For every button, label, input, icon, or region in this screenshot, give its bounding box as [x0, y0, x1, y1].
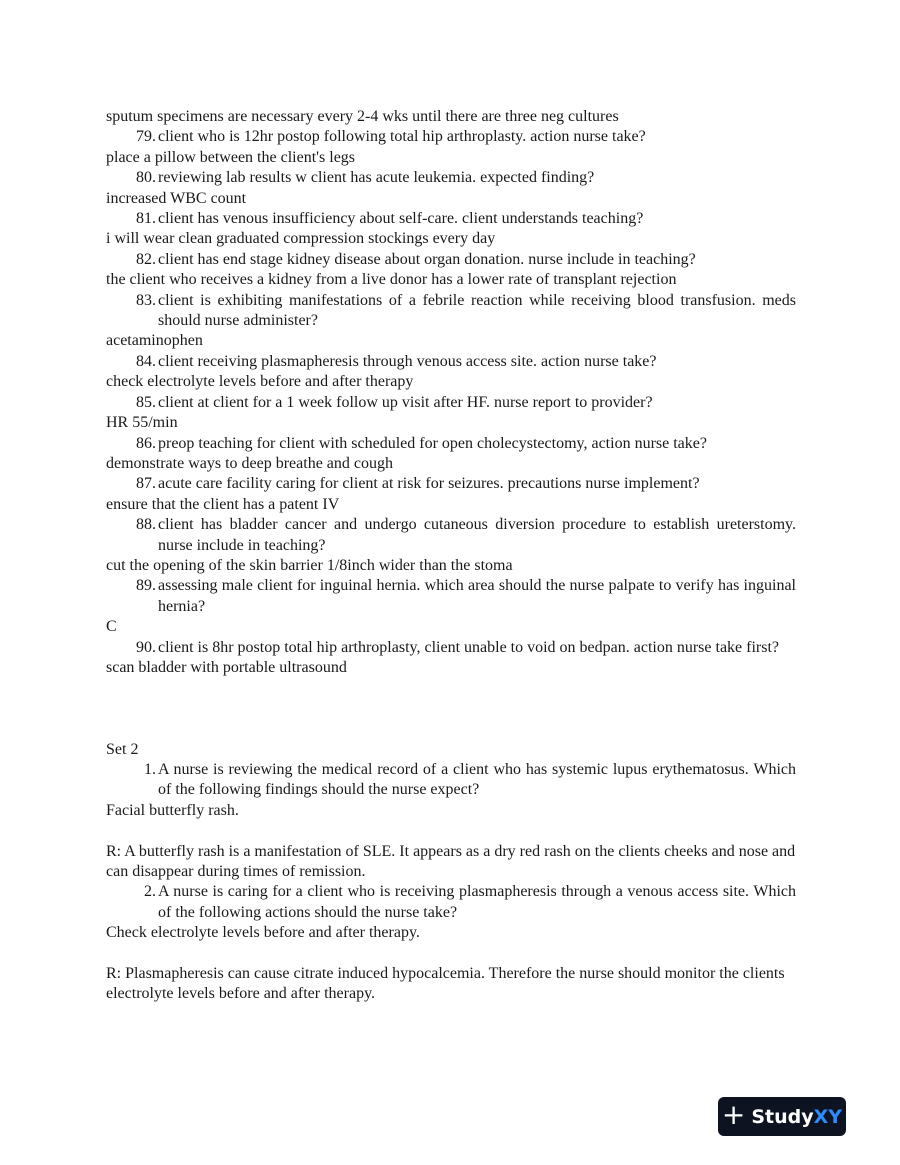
answer-text: cut the opening of the skin barrier 1/8inch wider than the stoma [106, 556, 513, 574]
question-number: 83. [136, 291, 156, 309]
question-item [106, 882, 796, 923]
question-number: 87. [136, 475, 156, 493]
question-text: client who is 12hr postop following total hip arthroplasty. action nurse take? [158, 128, 646, 146]
question-number: 84. [136, 352, 156, 370]
question-text: client is exhibiting manifestations of a febrile reaction while receiving blood transfusion. meds should nurse administer? [158, 291, 796, 330]
question-item [106, 209, 796, 229]
question-item [106, 434, 796, 454]
question-item [106, 760, 796, 801]
question-number: 86. [136, 434, 156, 452]
question-item [106, 393, 796, 413]
question-text: A nurse is reviewing the medical record of a client who has systemic lupus erythematosus. Which of the following findings should the nurse expect? [158, 760, 796, 799]
answer-text: acetaminophen [106, 332, 203, 350]
answer-text: increased WBC count [106, 189, 247, 207]
question-number: 88. [136, 516, 156, 534]
question-item [106, 638, 796, 658]
paragraph-spacer [106, 821, 796, 841]
answer-text: C [106, 618, 117, 636]
question-number: 89. [136, 577, 156, 595]
question-number: 79. [136, 128, 156, 146]
answer-text: the client who receives a kidney from a live donor has a lower rate of transplant rejection [106, 271, 677, 289]
question-number: 80. [136, 169, 156, 187]
paragraph-spacer [106, 944, 796, 964]
question-text: client is 8hr postop total hip arthroplasty, client unable to void on bedpan. action nurse take first? [158, 638, 780, 656]
question-item [106, 474, 796, 494]
answer-text: ensure that the client has a patent IV [106, 495, 340, 513]
question-text: client at client for a 1 week follow up visit after HF. nurse report to provider? [158, 393, 653, 411]
section-heading: Set 2 [106, 740, 139, 758]
document-body [106, 107, 796, 1005]
question-item [106, 352, 796, 372]
question-item [106, 515, 796, 556]
answer-text: Check electrolyte levels before and after therapy. [106, 924, 420, 942]
question-item [106, 127, 796, 147]
question-item [106, 291, 796, 332]
question-item [106, 250, 796, 270]
answer-text: Facial butterfly rash. [106, 801, 239, 819]
question-text: reviewing lab results w client has acute leukemia. expected finding? [158, 169, 595, 187]
question-text: client has venous insufficiency about self-care. client understands teaching? [158, 210, 644, 228]
question-item [106, 168, 796, 188]
question-text: preop teaching for client with scheduled for open cholecystectomy, action nurse take? [158, 434, 707, 452]
logo-text: StudyXY [751, 1105, 843, 1128]
section-spacer [106, 678, 796, 739]
question-text: client receiving plasmapheresis through venous access site. action nurse take? [158, 352, 657, 370]
plus-icon: + [721, 1098, 746, 1131]
question-text: client has end stage kidney disease about organ donation. nurse include in teaching? [158, 250, 696, 268]
answer-text: check electrolyte levels before and after therapy [106, 373, 414, 391]
rationale-text: R: Plasmapheresis can cause citrate induced hypocalcemia. Therefore the nurse should monitor the clients electrolyte levels before and after therapy. [106, 965, 785, 1003]
question-number: 82. [136, 250, 156, 268]
studyxy-logo [718, 1097, 846, 1136]
question-number: 81. [136, 210, 156, 228]
question-text: A nurse is caring for a client who is receiving plasmapheresis through a venous access site. Which of the following actions should the nurse take? [158, 883, 796, 921]
question-text: assessing male client for inguinal hernia. which area should the nurse palpate to verify has inguinal hernia? [158, 577, 796, 615]
answer-text: HR 55/min [106, 414, 178, 432]
answer-text: scan bladder with portable ultrasound [106, 658, 347, 676]
rationale-text: R: A butterfly rash is a manifestation of SLE. It appears as a dry red rash on the clients cheeks and nose and can disappear during times of remission. [106, 842, 796, 880]
question-number: 85. [136, 393, 156, 411]
question-number: 90. [136, 638, 156, 656]
answer-text: i will wear clean graduated compression stockings every day [106, 230, 496, 248]
answer-text: demonstrate ways to deep breathe and cough [106, 454, 394, 472]
question-text: acute care facility caring for client at risk for seizures. precautions nurse implement? [158, 475, 700, 493]
question-number: 1. [144, 760, 156, 778]
answer-text: place a pillow between the client's legs [106, 148, 356, 166]
question-text: client has bladder cancer and undergo cutaneous diversion procedure to establish ureterstomy. nurse include in teaching? [158, 516, 796, 554]
question-item [106, 576, 796, 617]
answer-text: sputum specimens are necessary every 2-4 wks until there are three neg cultures [106, 108, 619, 125]
question-number: 2. [144, 883, 156, 901]
